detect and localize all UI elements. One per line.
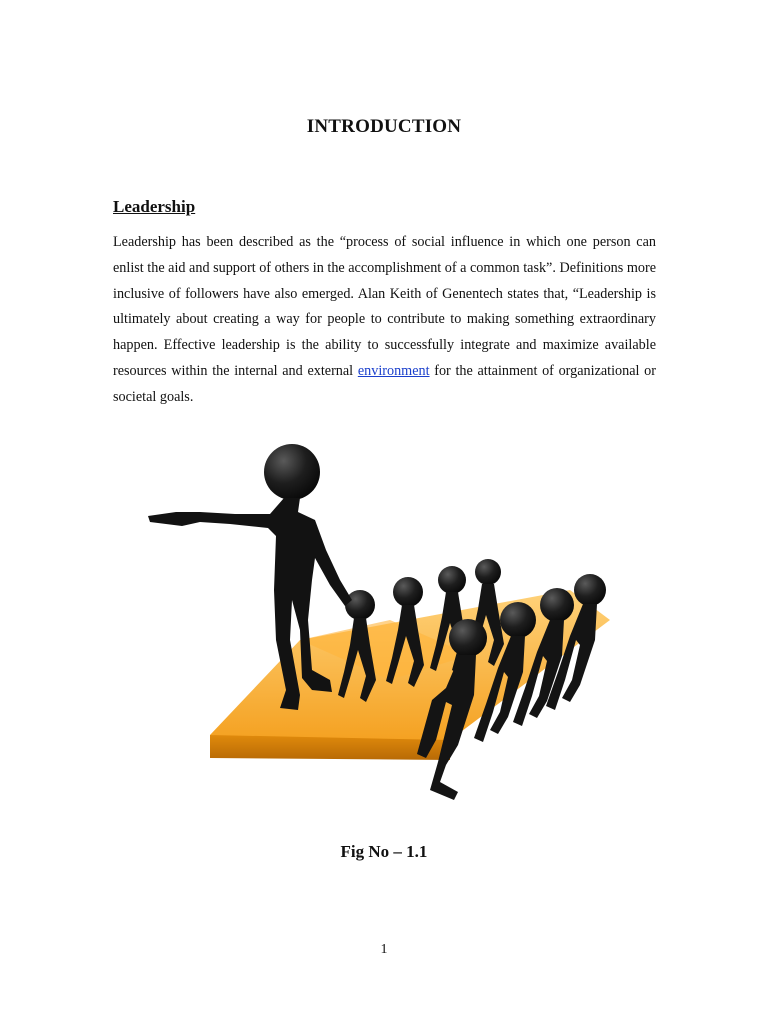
section-heading: Leadership: [113, 197, 196, 216]
page-title: INTRODUCTION: [306, 116, 462, 137]
paragraph-text-end: for the attainment of organizational or societal goals.: [113, 362, 656, 405]
environment-link[interactable]: environment: [357, 362, 430, 379]
figure-caption: Fig No – 1.1: [340, 842, 428, 861]
leadership-illustration: [140, 440, 620, 810]
page-number: 1: [380, 942, 388, 957]
paragraph-text: Leadership has been described as the “process of social influence in which one person can enlist the aid and support of others in the accomplishment of a common task”. Definitions more inclusive of followers have also emerged. Alan Keith of Genentech states that, “Leadership is ultimately about creating a way for people to contribute to making something extraordinary happen. Effective leadership is the ability to successfully integrate and maximize available resources within the internal and external: [113, 234, 656, 379]
leader-followers-arrow-illustration: [140, 440, 620, 810]
body-paragraph: [113, 230, 656, 411]
